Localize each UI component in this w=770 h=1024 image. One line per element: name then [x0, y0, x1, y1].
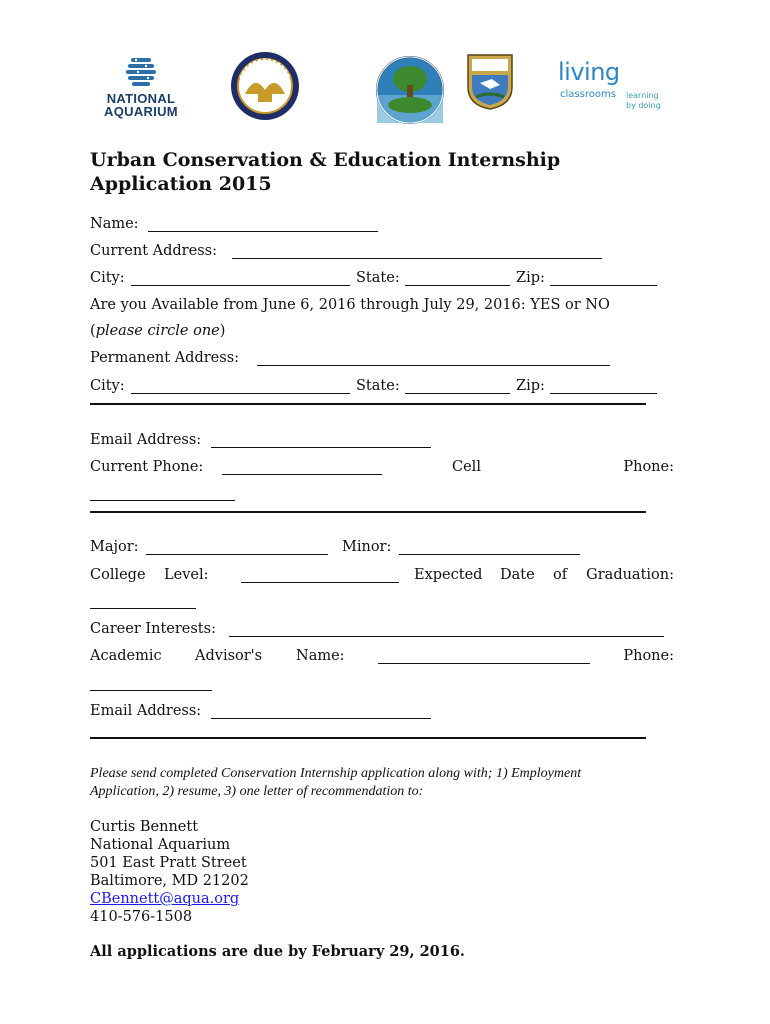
- city-state-zip-row: [90, 268, 675, 288]
- paren-close: ): [219, 323, 226, 339]
- permanent-address-row: [90, 348, 675, 368]
- living-classrooms-sub3: by doing: [626, 101, 661, 110]
- name-label: Name:: [90, 216, 139, 232]
- name-field[interactable]: [148, 231, 378, 232]
- contact-phone: 410-576-1508: [90, 909, 193, 925]
- port-of-baltimore-seal: [229, 50, 301, 126]
- page-title: Urban Conservation & Education Internship Application 2015: [90, 149, 561, 195]
- current-address-label: Current Address:: [90, 243, 217, 259]
- submission-instructions: Please send completed Conservation Internship application along with; 1) Employment Application, 2) resume, 3) one letter of recommendation to:: [90, 766, 582, 799]
- contact-block: [90, 818, 249, 926]
- college-word: College: [90, 567, 146, 583]
- masonville-cove-seal: [375, 55, 445, 129]
- city-label: City:: [90, 270, 125, 286]
- city-field-2[interactable]: [131, 393, 350, 394]
- name-row: [90, 214, 675, 234]
- expected-word: Expected: [414, 567, 483, 583]
- of-word: of: [553, 567, 568, 583]
- national-aquarium-line1: NATIONAL: [106, 91, 176, 106]
- state-label: State:: [356, 270, 400, 286]
- living-classrooms-word: living: [558, 58, 620, 86]
- advisor-phone-field[interactable]: [90, 690, 212, 691]
- career-row: [90, 619, 675, 639]
- cell-phone-field[interactable]: [90, 500, 235, 501]
- state-field-2[interactable]: [405, 393, 510, 394]
- current-address-field[interactable]: [232, 258, 602, 259]
- graduation-date-field[interactable]: [90, 608, 196, 609]
- state-label-2: State:: [356, 378, 400, 394]
- major-field[interactable]: [146, 554, 328, 555]
- email-label: Email Address:: [90, 432, 202, 448]
- permanent-address-label: Permanent Address:: [90, 350, 240, 366]
- current-phone-field[interactable]: [222, 474, 382, 475]
- zip-label: Zip:: [516, 270, 545, 286]
- availability-question: Are you Available from June 6, 2016 through July 29, 2016: YES or NO: [90, 297, 610, 313]
- city-state-zip-row-2: [90, 376, 675, 396]
- advisor-row: [90, 646, 675, 666]
- advisor-email-label: Email Address:: [90, 703, 202, 719]
- major-label: Major:: [90, 539, 139, 555]
- advisor-name-field[interactable]: [378, 663, 590, 664]
- section-divider: [90, 737, 646, 739]
- advisors-word: Advisor's: [195, 648, 263, 664]
- section-divider: [90, 403, 646, 405]
- living-classrooms-logo: [558, 58, 668, 114]
- cell-label: Cell: [452, 459, 481, 475]
- college-level-row: [90, 565, 675, 585]
- email-field[interactable]: [211, 447, 431, 448]
- advisor-name-word: Name:: [296, 648, 345, 664]
- contact-city: Baltimore, MD 21202: [90, 873, 249, 889]
- state-field[interactable]: [405, 285, 510, 286]
- permanent-address-field[interactable]: [257, 365, 610, 366]
- zip-field[interactable]: [550, 285, 657, 286]
- minor-label: Minor:: [342, 539, 392, 555]
- living-classrooms-sub1: classrooms: [560, 89, 616, 100]
- current-phone-label: Current Phone:: [90, 459, 204, 475]
- current-address-row: [90, 241, 675, 261]
- phone-row: [90, 457, 675, 477]
- national-aquarium-line2: AQUARIUM: [104, 104, 178, 119]
- paren-open: (: [90, 323, 96, 339]
- availability-instruction-row: [90, 321, 675, 341]
- national-aquarium-logo: [100, 56, 182, 119]
- living-classrooms-sub2: learning: [626, 91, 659, 100]
- availability-row: [90, 295, 675, 315]
- due-date-notice: All applications are due by February 29, 2016.: [90, 943, 465, 960]
- advisor-phone-label: Phone:: [623, 648, 674, 664]
- contact-org: National Aquarium: [90, 837, 231, 853]
- level-word: Level:: [164, 567, 209, 583]
- date-word: Date: [500, 567, 535, 583]
- contact-name: Curtis Bennett: [90, 819, 199, 835]
- minor-field[interactable]: [399, 554, 580, 555]
- contact-email-link[interactable]: CBennett@aqua.org: [90, 891, 240, 907]
- aquarium-wave-icon: [100, 56, 182, 88]
- contact-street: 501 East Pratt Street: [90, 855, 247, 871]
- advisor-email-field[interactable]: [211, 718, 431, 719]
- career-label: Career Interests:: [90, 621, 216, 637]
- zip-label-2: Zip:: [516, 378, 545, 394]
- zip-field-2[interactable]: [550, 393, 657, 394]
- email-row: [90, 430, 675, 450]
- career-field[interactable]: [229, 636, 664, 637]
- academic-word: Academic: [90, 648, 162, 664]
- fish-wildlife-service-badge: [466, 53, 514, 115]
- city-label-2: City:: [90, 378, 125, 394]
- graduation-word: Graduation:: [586, 567, 674, 583]
- advisor-email-row: [90, 701, 675, 721]
- major-minor-row: [90, 537, 675, 557]
- cell-phone-label: Phone:: [623, 459, 674, 475]
- section-divider: [90, 511, 646, 513]
- circle-instruction: please circle one: [95, 323, 220, 339]
- city-field[interactable]: [131, 285, 350, 286]
- college-level-field[interactable]: [241, 582, 399, 583]
